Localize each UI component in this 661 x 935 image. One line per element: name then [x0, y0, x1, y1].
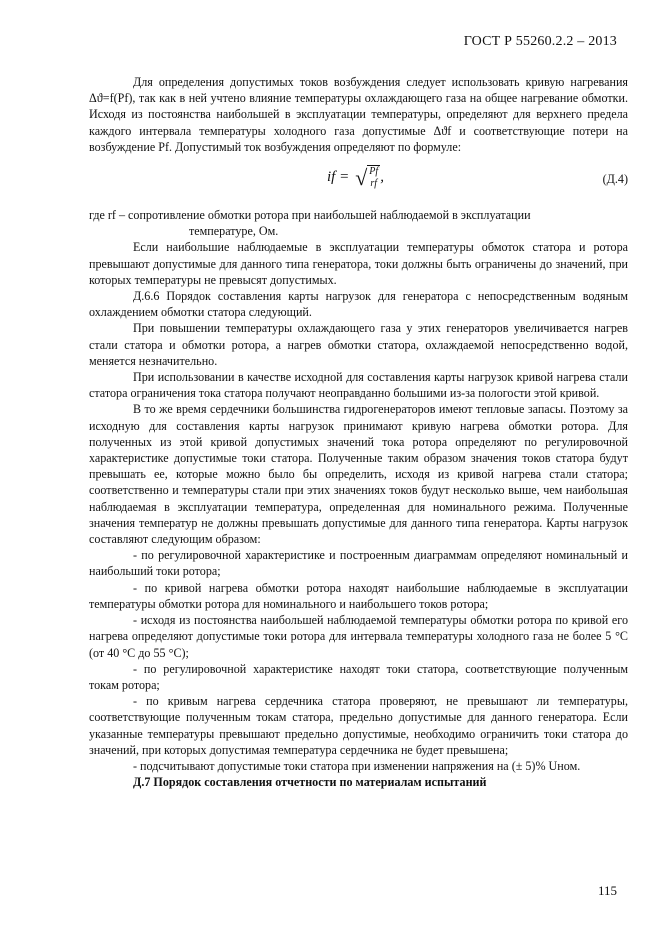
list-item: - по регулировочной характеристике находят токи статора, соответствующие полученным токам ротора;	[89, 661, 628, 692]
document-header: ГОСТ Р 55260.2.2 – 2013	[463, 34, 617, 49]
list-item: - по кривым нагрева сердечника статора проверяют, не превышают ли температуры, соответствующие полученным токам статора, предельно допустимые для данного генератора. Если указанные температуры превышают предельно допустимые, необходимо ограничить токи статора до значений, при которых допустимая температура сердечника не будет превышена;	[89, 694, 628, 757]
list-item: - подсчитывают допустимые токи статора при изменении напряжения на (± 5)% Uном.	[133, 758, 581, 773]
formula-numerator: Pf	[369, 166, 379, 178]
page-number: 115	[597, 883, 617, 898]
section-heading: Д.7 Порядок составления отчетности по материалам испытаний	[133, 775, 487, 790]
paragraph-stator-curve: При использовании в качестве исходной для составления карты нагрузок кривой нагрева стали статора ограничения тока статора получают неоправданно большими из-за пологости этой кривой.	[89, 370, 628, 401]
list-item: - исходя из постоянства наибольшей наблюдаемой температуры обмотки ротора по кривой его нагрева определяют допустимые токи ротора для интервала температуры холодного газа не более 5 °С (от 40 °С до 55 °С);	[89, 613, 628, 660]
formula-tail: ,	[380, 169, 384, 186]
paragraph-d66: Д.6.6 Порядок составления карты нагрузок для генератора с непосредственным водяным охлаждением обмотки статора следующий.	[89, 289, 628, 320]
formula-denominator: rf	[370, 178, 378, 190]
where-definition-cont: температуре, Ом.	[189, 224, 279, 239]
where-definition: где rf – сопротивление обмотки ротора при наибольшей наблюдаемой в эксплуатации	[89, 208, 531, 223]
paragraph-limits: Если наибольшие наблюдаемые в эксплуатации температуры обмоток статора и ротора превышают допустимые для данного типа генератора, токи должны быть ограничены до значений, при которых температуры не превысят допустимых.	[89, 240, 628, 287]
formula-lhs: if =	[327, 169, 350, 186]
paragraph-excitation-current: Для определения допустимых токов возбуждения следует использовать кривую нагревания Δϑ=f(Pf), так как в ней учтено влияние температуры охлаждающего газа на общее нагревание обмотки. Исходя из постоянства наибольшей в эксплуатации температуры, определяют для верхнего предела каждого интервала температуры холодного газа допустимые Δϑf и соответствующие потери на возбуждение Pf. Допустимый ток возбуждения определяют по формуле:	[89, 75, 628, 154]
formula-fraction	[367, 165, 380, 190]
radical-icon: √	[355, 164, 368, 190]
paragraph-heating: При повышении температуры охлаждающего газа у этих генераторов увеличивается нагрев стали статора и обмотки ротора, а нагрев обмотки статора, охлаждаемой непосредственно водой, меняется незначительно.	[89, 321, 628, 368]
formula-number: (Д.4)	[602, 172, 628, 187]
sqrt-sign	[355, 165, 380, 190]
list-item: - по кривой нагрева обмотки ротора находят наибольшие наблюдаемые в эксплуатации температуры обмотки ротора для номинального и наибольшего токов ротора;	[89, 580, 628, 611]
paragraph-procedure: В то же время сердечники большинства гидрогенераторов имеют тепловые запасы. Поэтому за исходную для составления карты нагрузок принимают кривую нагрева обмотки ротора. Для полученных из этой кривой допустимых значений тока ротора определяют по регулировочной характеристике допустимые токи статора. Полученные таким образом значения токов статора будут превышать ее, которые можно было бы определить, исходя из кривой нагрева стали статора; соответственно и температуры стали при этих значениях токов будут несколько выше, чем наибольшая наблюдаемая в эксплуатации температура, определенная для номинального режима. Полученные значения температур не должны превышать допустимые для данного типа генератора. Карты нагрузок составляют следующим образом:	[89, 402, 628, 547]
formula-d4	[89, 159, 628, 205]
formula-expression	[327, 165, 384, 190]
list-item: - по регулировочной характеристике и построенным диаграммам определяют номинальный и наибольший токи ротора;	[89, 548, 628, 579]
page-body	[89, 74, 628, 790]
